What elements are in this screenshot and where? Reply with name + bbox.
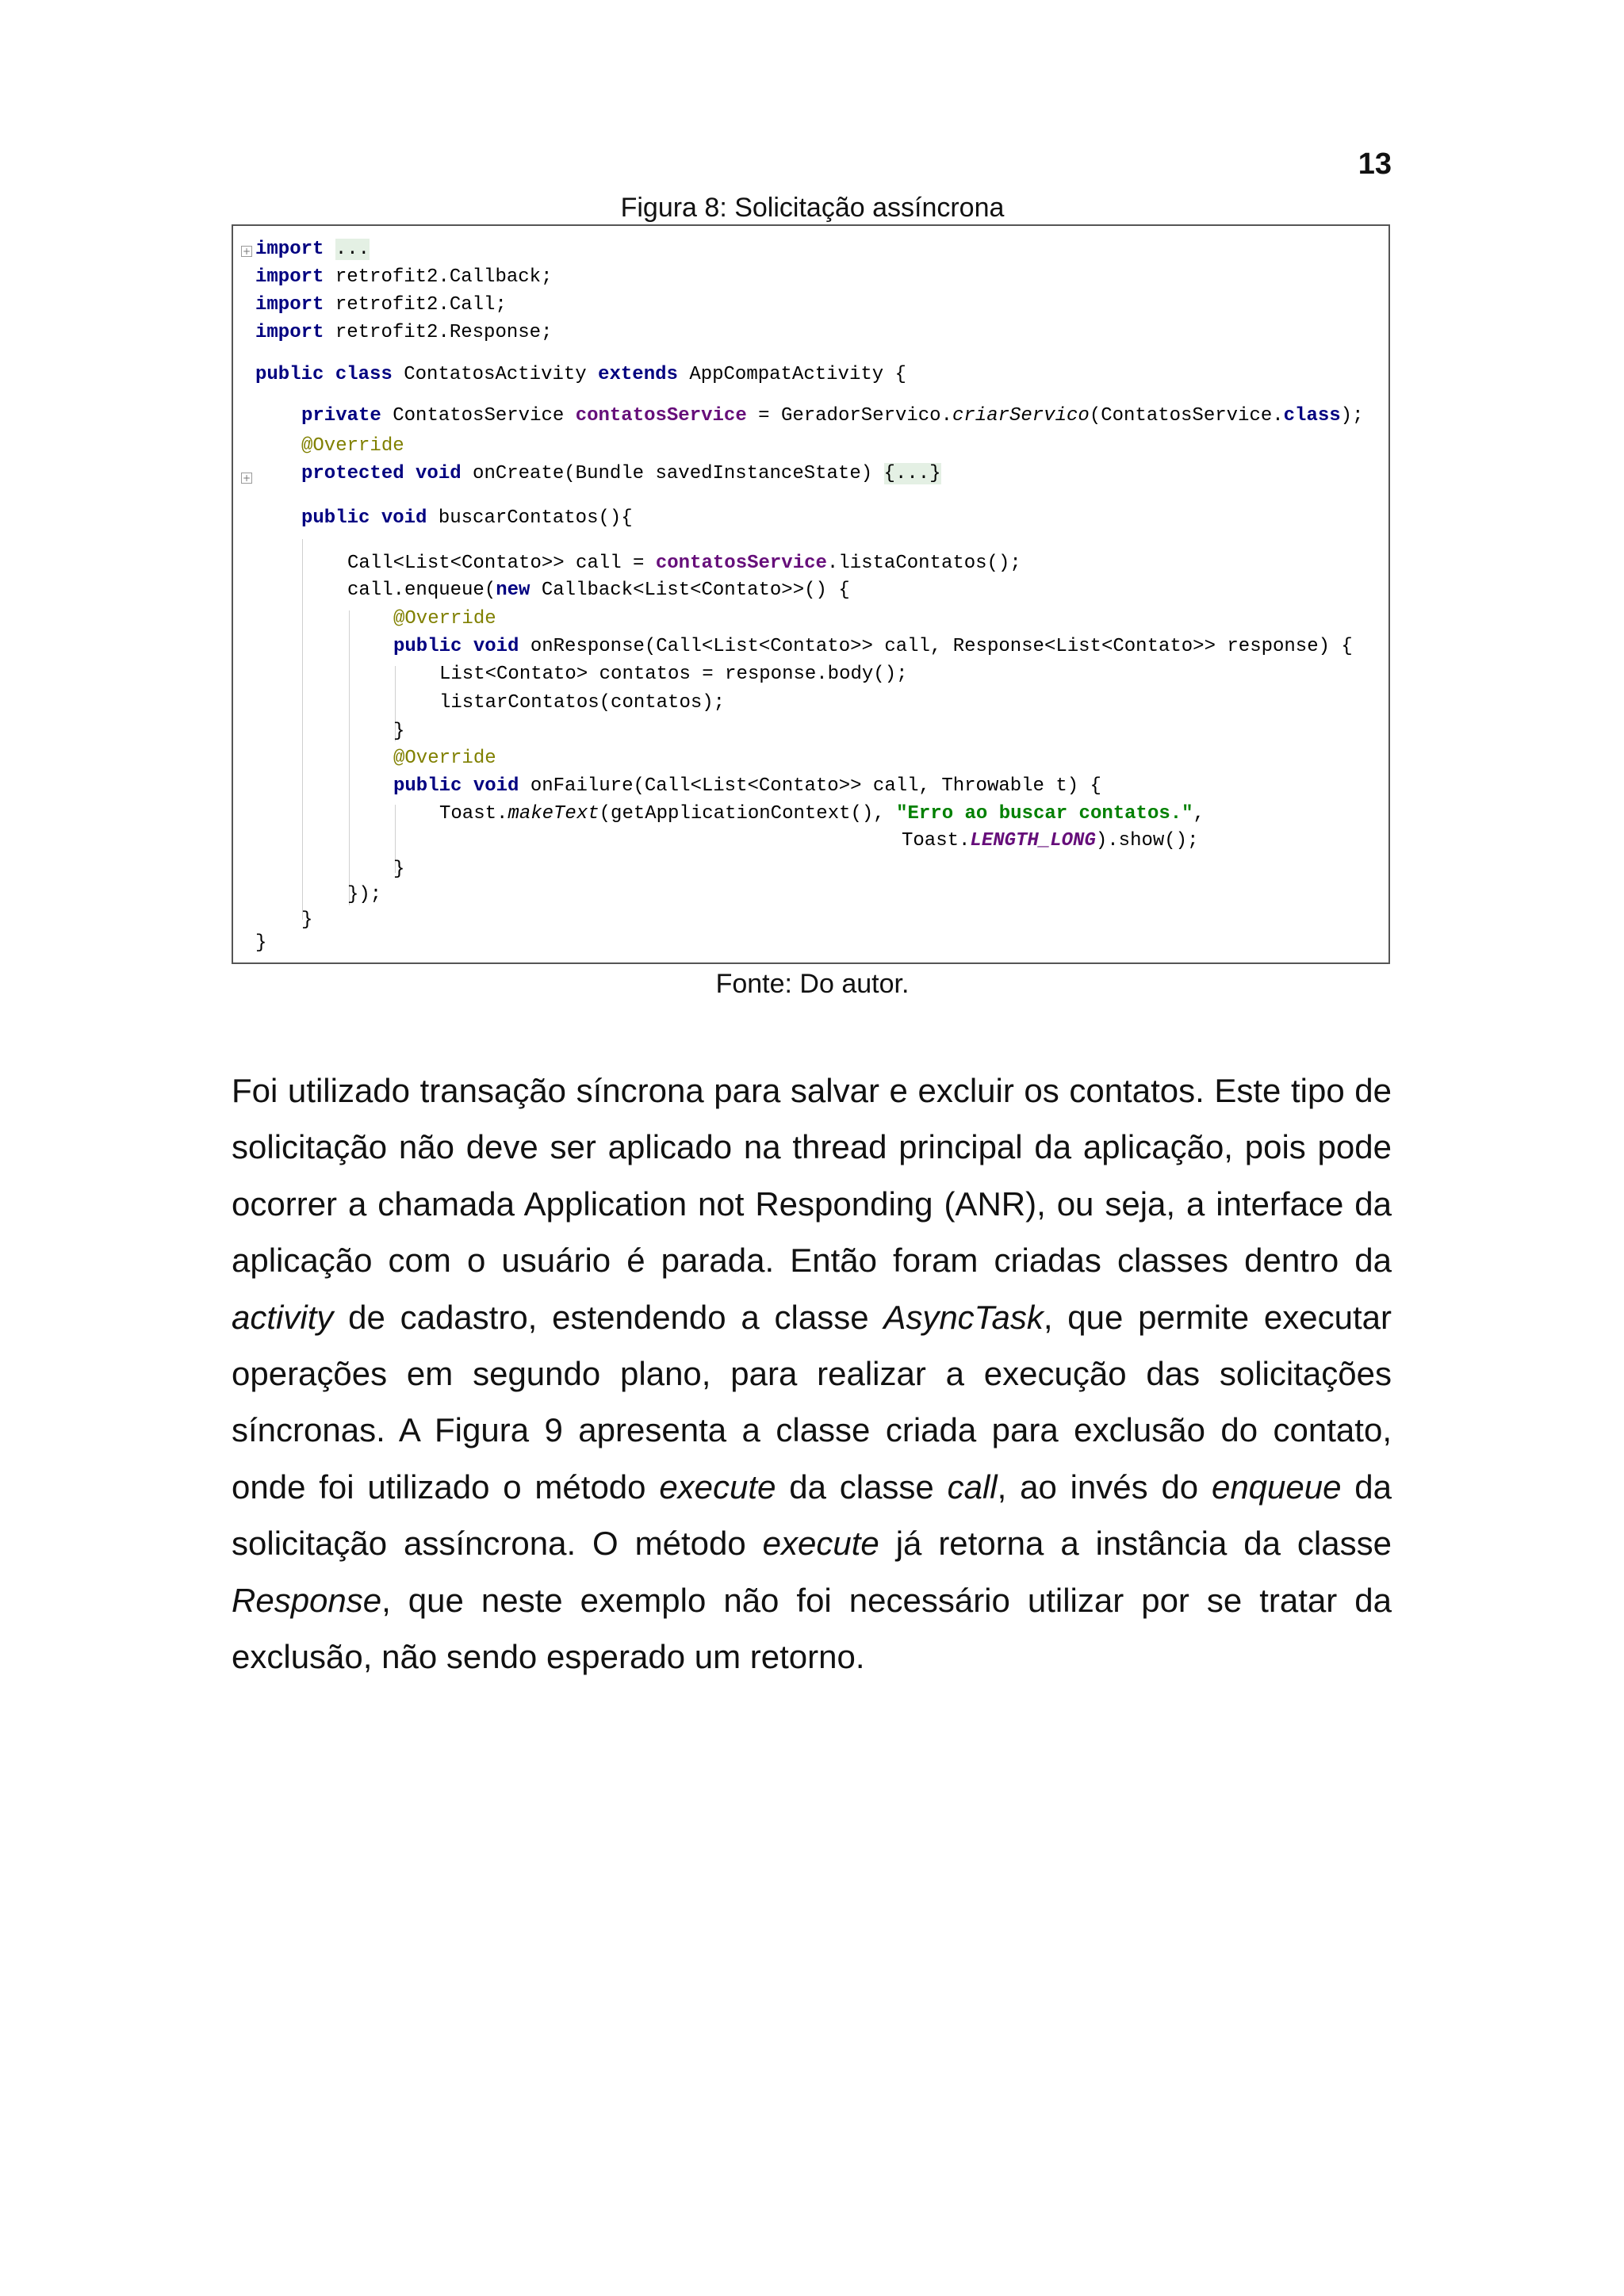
- code-field: contatosService: [655, 553, 827, 574]
- code-text: }: [393, 721, 405, 742]
- code-constant: LENGTH_LONG: [970, 830, 1096, 851]
- body-text-italic: activity: [232, 1298, 334, 1336]
- code-line-4: [255, 321, 552, 345]
- code-line-3: [255, 293, 507, 317]
- body-text-run: da classe: [776, 1468, 948, 1506]
- code-static-method: criarServico: [952, 405, 1090, 427]
- code-field: contatosService: [575, 405, 747, 427]
- code-text: Toast.: [439, 803, 508, 825]
- code-text: listarContatos(contatos);: [439, 692, 726, 714]
- code-text: }: [301, 909, 313, 931]
- code-class-name: ContatosActivity: [404, 364, 587, 385]
- body-text-run: de cadastro, estendendo a classe: [333, 1298, 884, 1336]
- code-line-20: [902, 829, 1198, 853]
- code-keyword: new: [496, 580, 530, 601]
- code-text: List<Contato> contatos = response.body();: [439, 664, 908, 685]
- code-screenshot: [232, 224, 1390, 964]
- code-text: });: [347, 884, 382, 905]
- code-text: retrofit2.Response;: [335, 322, 553, 343]
- code-text: ,: [1193, 803, 1205, 825]
- code-folded-region: ...: [335, 239, 370, 260]
- code-keyword: public void: [301, 507, 427, 529]
- code-line-17: [393, 747, 496, 771]
- code-annotation: @Override: [393, 608, 496, 629]
- code-text: (ContatosService.: [1089, 405, 1284, 427]
- code-text: (getApplicationContext(),: [599, 803, 897, 825]
- code-keyword: extends: [598, 364, 678, 385]
- fold-expand-icon: +: [242, 246, 251, 257]
- code-line-2: [255, 266, 552, 289]
- code-text: call.enqueue(: [347, 580, 496, 601]
- code-string: "Erro ao buscar contatos.": [896, 803, 1193, 825]
- code-text: onCreate(Bundle savedInstanceState): [473, 463, 873, 484]
- code-annotation: @Override: [301, 435, 404, 457]
- code-text: Call<List<Contato>> call =: [347, 553, 656, 574]
- code-text: = GeradorServico.: [758, 405, 952, 427]
- code-text: onFailure(Call<List<Contato>> call, Throwable t) {: [530, 775, 1101, 797]
- body-text-italic: execute: [659, 1468, 776, 1506]
- code-line-11: [347, 579, 850, 603]
- code-keyword: import: [255, 266, 324, 288]
- code-keyword: protected void: [301, 463, 462, 484]
- code-text: }: [255, 932, 267, 954]
- code-line-7: [301, 434, 404, 458]
- code-line-10: [347, 552, 1021, 576]
- fold-expand-icon: +: [242, 473, 251, 484]
- code-static-method: makeText: [508, 803, 599, 825]
- code-line-23: [301, 909, 312, 932]
- figure-caption: Figura 8: Solicitação assíncrona: [620, 193, 1005, 223]
- body-text-run: , que permite executar operações em segundo plano, para realizar a execução das solicitações síncronas. A Figura 9 apresenta a classe criada para exclusão do contato, onde foi utilizado o método: [232, 1298, 1392, 1506]
- code-folded-region: {...}: [883, 463, 941, 484]
- code-line-13: [393, 635, 1353, 659]
- code-text: AppCompatActivity {: [689, 364, 906, 385]
- body-paragraph: [232, 1062, 1392, 1685]
- code-text: ).show();: [1095, 830, 1199, 851]
- code-text: Toast.: [902, 830, 971, 851]
- code-line-12: [393, 607, 496, 631]
- code-line-6: [301, 404, 1363, 428]
- code-line-24: [255, 932, 266, 955]
- body-text-run: da solicitação assíncrona. O método: [232, 1468, 1392, 1563]
- code-text: }: [393, 859, 405, 880]
- code-line-5: [255, 363, 906, 387]
- code-text: onResponse(Call<List<Contato>> call, Response<List<Contato>> response) {: [530, 636, 1353, 657]
- code-keyword: private: [301, 405, 381, 427]
- code-line-21: [393, 858, 404, 882]
- code-text: ContatosService: [393, 405, 565, 427]
- code-line-14: [439, 663, 908, 687]
- code-text: Callback<List<Contato>>() {: [541, 580, 850, 601]
- code-keyword: import: [255, 322, 324, 343]
- code-line-9: [301, 507, 633, 530]
- code-keyword: public void: [393, 636, 519, 657]
- body-text-run: , ao invés do: [997, 1468, 1212, 1506]
- figure-source: Fonte: Do autor.: [715, 969, 910, 999]
- code-line-18: [393, 775, 1101, 798]
- code-line-15: [439, 691, 725, 715]
- code-keyword: class: [1283, 405, 1341, 427]
- body-text-italic: Response: [232, 1581, 382, 1619]
- code-annotation: @Override: [393, 748, 496, 769]
- code-line-16: [393, 720, 404, 744]
- indent-guide: [349, 610, 350, 905]
- code-line-19: [439, 802, 1205, 826]
- body-text-run: Foi utilizado transação síncrona para salvar e excluir os contatos. Este tipo de solicitação não deve ser aplicado na thread principal da aplicação, pois pode ocorrer a chamada Application not Responding (ANR), ou seja, a interface da aplicação com o usuário é parada. Então foram criadas classes dentro da: [232, 1072, 1392, 1280]
- code-text: buscarContatos(){: [438, 507, 633, 529]
- code-line-1: [255, 238, 370, 262]
- body-text-italic: execute: [762, 1525, 879, 1563]
- body-text-italic: AsyncTask: [883, 1298, 1044, 1336]
- code-text: retrofit2.Callback;: [335, 266, 553, 288]
- code-keyword: public void: [393, 775, 519, 797]
- code-text: retrofit2.Call;: [335, 294, 507, 316]
- body-text-italic: call: [947, 1468, 998, 1506]
- code-keyword: import: [255, 294, 324, 316]
- indent-guide: [302, 539, 303, 920]
- code-text: );: [1340, 405, 1364, 427]
- code-line-22: [347, 883, 381, 907]
- body-text-run: já retorna a instância da classe: [879, 1525, 1392, 1563]
- page-number: 13: [1358, 147, 1392, 181]
- code-keyword: public class: [255, 364, 393, 385]
- body-text-run: , que neste exemplo não foi necessário utilizar por se tratar da exclusão, não sendo esperado um retorno.: [232, 1581, 1392, 1676]
- code-line-8: [301, 462, 941, 486]
- code-keyword: import: [255, 239, 324, 260]
- code-text: .listaContatos();: [826, 553, 1021, 574]
- body-text-italic: enqueue: [1211, 1468, 1342, 1506]
